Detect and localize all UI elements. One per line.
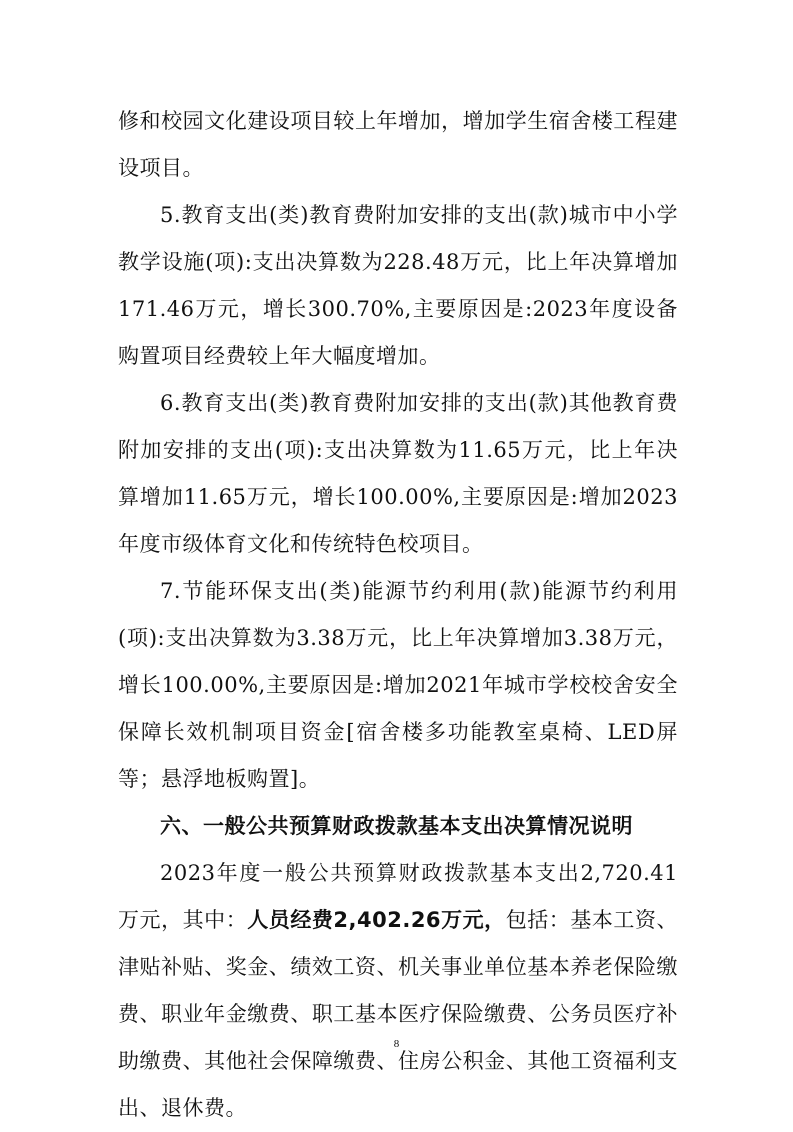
basic-expenditure-details: 包括：基本工资、津贴补贴、奖金、绩效工资、机关事业单位基本养老保险缴费、职业年金缴费、职工基本医疗保险缴费、公务员医疗补助缴费、其他社会保障缴费、住房公积金、其他工资福利支出、退休费。: [118, 908, 678, 1120]
basic-expenditure-intro: 2023年度一般公共预算财政拨款基本支出2,720.41万元，其中：: [118, 861, 678, 932]
page-number: 8: [393, 1038, 400, 1050]
paragraph-item-5: 5.教育支出(类)教育费附加安排的支出(款)城市中小学教学设施(项):支出决算数为228.48万元，比上年决算增加171.46万元，增长300.70%,主要原因是:2023年度设备购置项目经费较上年大幅度增加。: [118, 203, 678, 368]
paragraph-basic-expenditure: [118, 850, 678, 1132]
paragraph-continuation: 修和校园文化建设项目较上年增加，增加学生宿舍楼工程建设项目。: [118, 109, 678, 180]
section-heading: 六、一般公共预算财政拨款基本支出决算情况说明: [160, 814, 633, 838]
document-body: [118, 98, 678, 1132]
paragraph-item-6: 6.教育支出(类)教育费附加安排的支出(款)其他教育费附加安排的支出(项):支出决算数为11.65万元，比上年决算增加11.65万元，增长100.00%,主要原因是:增加2023年度市级体育文化和传统特色校项目。: [118, 391, 678, 556]
paragraph-item-7: 7.节能环保支出(类)能源节约利用(款)能源节约利用(项):支出决算数为3.38万元，比上年决算增加3.38万元，增长100.00%,主要原因是:增加2021年城市学校校舍安全保障长效机制项目资金[宿舍楼多功能教室桌椅、LED屏等；悬浮地板购置]。: [118, 579, 678, 791]
personnel-expense-bold: 人员经费2,402.26万元，: [247, 908, 506, 932]
